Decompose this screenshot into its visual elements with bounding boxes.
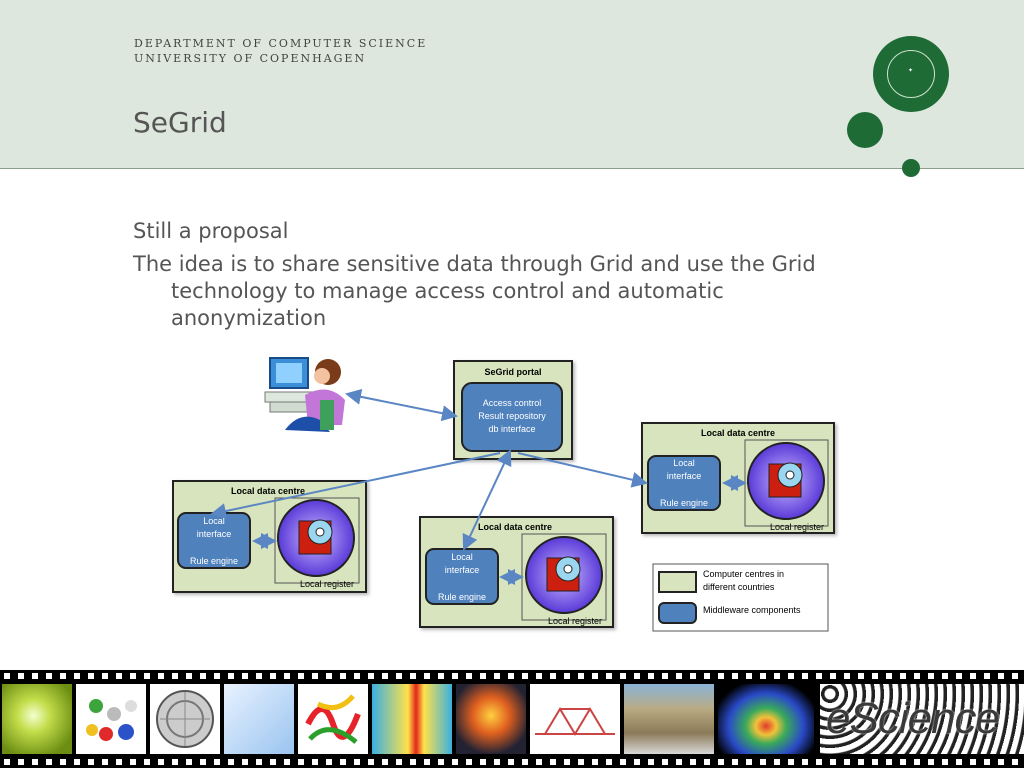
- film-perforation-hole: [564, 673, 570, 679]
- film-perforation-hole: [606, 759, 612, 765]
- escience-label: eScience: [826, 694, 1000, 743]
- film-perforation-hole: [676, 673, 682, 679]
- film-perforation-hole: [32, 759, 38, 765]
- film-perforation-hole: [760, 673, 766, 679]
- film-perforation-hole: [578, 673, 584, 679]
- page-title: SeGrid: [133, 106, 227, 139]
- portal-title: SeGrid portal: [484, 367, 542, 377]
- university-name: UNIVERSITY OF COPENHAGEN: [134, 52, 367, 65]
- local-register-label: Local register: [299, 579, 355, 589]
- film-perforation-hole: [578, 759, 584, 765]
- film-perforation-hole: [18, 673, 24, 679]
- film-perforation-hole: [942, 759, 948, 765]
- film-perforation-hole: [214, 759, 220, 765]
- film-perforation-hole: [186, 673, 192, 679]
- film-perforation-hole: [172, 673, 178, 679]
- film-perforation-hole: [914, 673, 920, 679]
- film-perforation-hole: [872, 673, 878, 679]
- film-perforation-hole: [116, 673, 122, 679]
- frame-escience-logo: [820, 684, 1024, 754]
- film-perforation-hole: [46, 673, 52, 679]
- film-perforation-hole: [438, 673, 444, 679]
- film-perforation-hole: [844, 673, 850, 679]
- film-perforation-hole: [200, 759, 206, 765]
- frame-leaf-image: [2, 684, 72, 754]
- film-perforation-hole: [1012, 759, 1018, 765]
- film-perforation-hole: [18, 759, 24, 765]
- film-perforation-hole: [830, 673, 836, 679]
- film-frames: [0, 684, 1024, 754]
- film-perforation-hole: [690, 759, 696, 765]
- frame-bridge-truss-image: [530, 684, 620, 754]
- film-perforation-hole: [900, 673, 906, 679]
- film-perforation-hole: [550, 759, 556, 765]
- film-perforation-hole: [522, 759, 528, 765]
- centre-title: Local data centre: [230, 486, 306, 496]
- film-perforation-hole: [424, 673, 430, 679]
- film-strip-footer: [0, 670, 1024, 768]
- film-perforation-hole: [144, 759, 150, 765]
- film-perforation-hole: [410, 673, 416, 679]
- film-perforation-hole: [788, 759, 794, 765]
- film-perforation-hole: [648, 759, 654, 765]
- portal-line-db-interface: db interface: [488, 424, 536, 434]
- film-perforation-hole: [690, 673, 696, 679]
- film-perforation-hole: [102, 673, 108, 679]
- frame-wave-surface-image: [718, 684, 814, 754]
- segrid-portal-box: [454, 361, 572, 459]
- film-perforation-hole: [396, 759, 402, 765]
- film-perforation-hole: [298, 759, 304, 765]
- film-perforation-hole: [914, 759, 920, 765]
- film-perforation-hole: [774, 759, 780, 765]
- film-perforation-hole: [326, 673, 332, 679]
- film-perforation-hole: [704, 759, 710, 765]
- local-register-label: Local register: [547, 616, 603, 626]
- film-perforation-hole: [718, 759, 724, 765]
- film-perforation-hole: [74, 759, 80, 765]
- film-perforation-hole: [46, 759, 52, 765]
- film-perforation-hole: [620, 673, 626, 679]
- film-perforation-hole: [340, 759, 346, 765]
- local-interface-label-2: interface: [444, 565, 480, 575]
- film-perforation-hole: [32, 673, 38, 679]
- film-perforation-hole: [970, 673, 976, 679]
- film-perforations-top: [0, 670, 1024, 682]
- film-perforation-hole: [676, 759, 682, 765]
- film-perforation-hole: [256, 673, 262, 679]
- local-interface-label-2: interface: [666, 471, 702, 481]
- film-perforation-hole: [1012, 673, 1018, 679]
- film-perforation-hole: [802, 673, 808, 679]
- arrow-portal-right-centre: [518, 453, 646, 483]
- rule-engine-label: Rule engine: [659, 498, 709, 508]
- local-interface-label: Local: [203, 516, 225, 526]
- film-perforation-hole: [844, 759, 850, 765]
- film-perforation-hole: [634, 759, 640, 765]
- film-perforation-hole: [466, 673, 472, 679]
- film-perforation-hole: [172, 759, 178, 765]
- frame-molecule-image: [76, 684, 146, 754]
- film-perforation-hole: [760, 759, 766, 765]
- local-interface-label: Local: [673, 458, 695, 468]
- film-perforation-hole: [746, 759, 752, 765]
- film-perforation-hole: [382, 759, 388, 765]
- film-perforation-hole: [662, 759, 668, 765]
- film-perforation-hole: [732, 759, 738, 765]
- film-perforation-hole: [88, 759, 94, 765]
- film-perforation-hole: [102, 759, 108, 765]
- film-perforation-hole: [214, 673, 220, 679]
- film-perforation-hole: [816, 673, 822, 679]
- film-perforation-hole: [998, 673, 1004, 679]
- local-interface-label-2: interface: [196, 529, 232, 539]
- film-perforation-hole: [228, 673, 234, 679]
- diagram-legend: [653, 564, 828, 631]
- film-perforation-hole: [186, 759, 192, 765]
- film-perforation-hole: [858, 673, 864, 679]
- film-perforation-hole: [4, 759, 10, 765]
- rule-engine-label: Rule engine: [189, 556, 239, 566]
- film-perforation-hole: [592, 673, 598, 679]
- film-perforation-hole: [788, 673, 794, 679]
- film-perforation-hole: [942, 673, 948, 679]
- film-perforation-hole: [158, 673, 164, 679]
- film-perforation-hole: [886, 673, 892, 679]
- frame-fullerene-image: [150, 684, 220, 754]
- film-perforation-hole: [872, 759, 878, 765]
- film-perforation-hole: [648, 673, 654, 679]
- frame-protein-image: [298, 684, 368, 754]
- film-perforation-hole: [200, 673, 206, 679]
- film-perforation-hole: [270, 673, 276, 679]
- film-perforation-hole: [312, 673, 318, 679]
- film-perforation-hole: [74, 673, 80, 679]
- film-perforation-hole: [522, 673, 528, 679]
- film-perforation-hole: [970, 759, 976, 765]
- film-perforation-hole: [144, 673, 150, 679]
- film-perforation-hole: [228, 759, 234, 765]
- film-perforation-hole: [130, 673, 136, 679]
- film-perforation-hole: [886, 759, 892, 765]
- film-perforation-hole: [410, 759, 416, 765]
- film-perforation-hole: [536, 759, 542, 765]
- film-perforation-hole: [298, 673, 304, 679]
- film-perforation-hole: [116, 759, 122, 765]
- film-perforation-hole: [606, 673, 612, 679]
- film-perforation-hole: [130, 759, 136, 765]
- film-perforation-hole: [718, 673, 724, 679]
- film-perforation-hole: [998, 759, 1004, 765]
- local-data-centre-right: [642, 423, 834, 533]
- film-perforation-hole: [984, 759, 990, 765]
- film-perforation-hole: [284, 673, 290, 679]
- film-perforation-hole: [928, 673, 934, 679]
- film-perforation-hole: [466, 759, 472, 765]
- film-perforation-hole: [452, 759, 458, 765]
- department-name: DEPARTMENT OF COMPUTER SCIENCE: [134, 37, 428, 50]
- film-perforation-hole: [480, 759, 486, 765]
- arrow-user-portal: [347, 394, 456, 416]
- legend-computer-centres-2: different countries: [703, 582, 775, 592]
- film-perforation-hole: [382, 673, 388, 679]
- film-perforation-hole: [4, 673, 10, 679]
- film-perforation-hole: [354, 759, 360, 765]
- bullet-item: Still a proposal: [133, 219, 289, 243]
- film-perforation-hole: [242, 673, 248, 679]
- portal-line-result-repository: Result repository: [478, 411, 546, 421]
- centre-title: Local data centre: [700, 428, 776, 438]
- local-data-centre-middle: [420, 517, 613, 627]
- film-perforation-hole: [452, 673, 458, 679]
- frame-geology-image: [624, 684, 714, 754]
- legend-computer-centres: Computer centres in: [703, 569, 785, 579]
- film-perforation-hole: [284, 759, 290, 765]
- film-perforation-hole: [494, 673, 500, 679]
- film-perforation-hole: [480, 673, 486, 679]
- film-perforation-hole: [928, 759, 934, 765]
- centre-title: Local data centre: [477, 522, 553, 532]
- rule-engine-label: Rule engine: [437, 592, 487, 602]
- film-perforation-hole: [60, 673, 66, 679]
- film-perforation-hole: [88, 673, 94, 679]
- local-data-centre-left: [173, 481, 366, 592]
- film-perforation-hole: [956, 759, 962, 765]
- film-perforation-hole: [242, 759, 248, 765]
- film-perforation-hole: [354, 673, 360, 679]
- user-at-computer-icon: [265, 358, 345, 432]
- film-perforation-hole: [508, 673, 514, 679]
- frame-network-lines-image: [224, 684, 294, 754]
- film-perforations-bottom: [0, 756, 1024, 768]
- film-perforation-hole: [536, 673, 542, 679]
- film-perforation-hole: [592, 759, 598, 765]
- film-perforation-hole: [802, 759, 808, 765]
- film-perforation-hole: [634, 673, 640, 679]
- film-perforation-hole: [858, 759, 864, 765]
- portal-line-access-control: Access control: [482, 398, 542, 408]
- film-perforation-hole: [620, 759, 626, 765]
- film-perforation-hole: [270, 759, 276, 765]
- film-perforation-hole: [368, 759, 374, 765]
- film-perforation-hole: [550, 673, 556, 679]
- film-perforation-hole: [984, 673, 990, 679]
- film-perforation-hole: [704, 673, 710, 679]
- legend-middleware: Middleware components: [703, 605, 801, 615]
- film-perforation-hole: [816, 759, 822, 765]
- film-perforation-hole: [494, 759, 500, 765]
- film-perforation-hole: [326, 759, 332, 765]
- film-perforation-hole: [256, 759, 262, 765]
- frame-heatmap-image: [372, 684, 452, 754]
- film-perforation-hole: [956, 673, 962, 679]
- film-perforation-hole: [396, 673, 402, 679]
- seal-text: ✦: [907, 67, 915, 74]
- film-perforation-hole: [60, 759, 66, 765]
- film-perforation-hole: [158, 759, 164, 765]
- film-perforation-hole: [900, 759, 906, 765]
- film-perforation-hole: [424, 759, 430, 765]
- film-perforation-hole: [340, 673, 346, 679]
- local-interface-label: Local: [451, 552, 473, 562]
- frame-brain-image: [456, 684, 526, 754]
- bullet-item: The idea is to share sensitive data through Grid and use the Grid technology to manage access control and automatic anonymization: [133, 252, 816, 330]
- film-perforation-hole: [746, 673, 752, 679]
- film-perforation-hole: [312, 759, 318, 765]
- film-perforation-hole: [774, 673, 780, 679]
- film-perforation-hole: [508, 759, 514, 765]
- film-perforation-hole: [830, 759, 836, 765]
- film-perforation-hole: [438, 759, 444, 765]
- film-perforation-hole: [662, 673, 668, 679]
- film-perforation-hole: [564, 759, 570, 765]
- local-register-label: Local register: [769, 522, 825, 532]
- film-perforation-hole: [368, 673, 374, 679]
- film-perforation-hole: [732, 673, 738, 679]
